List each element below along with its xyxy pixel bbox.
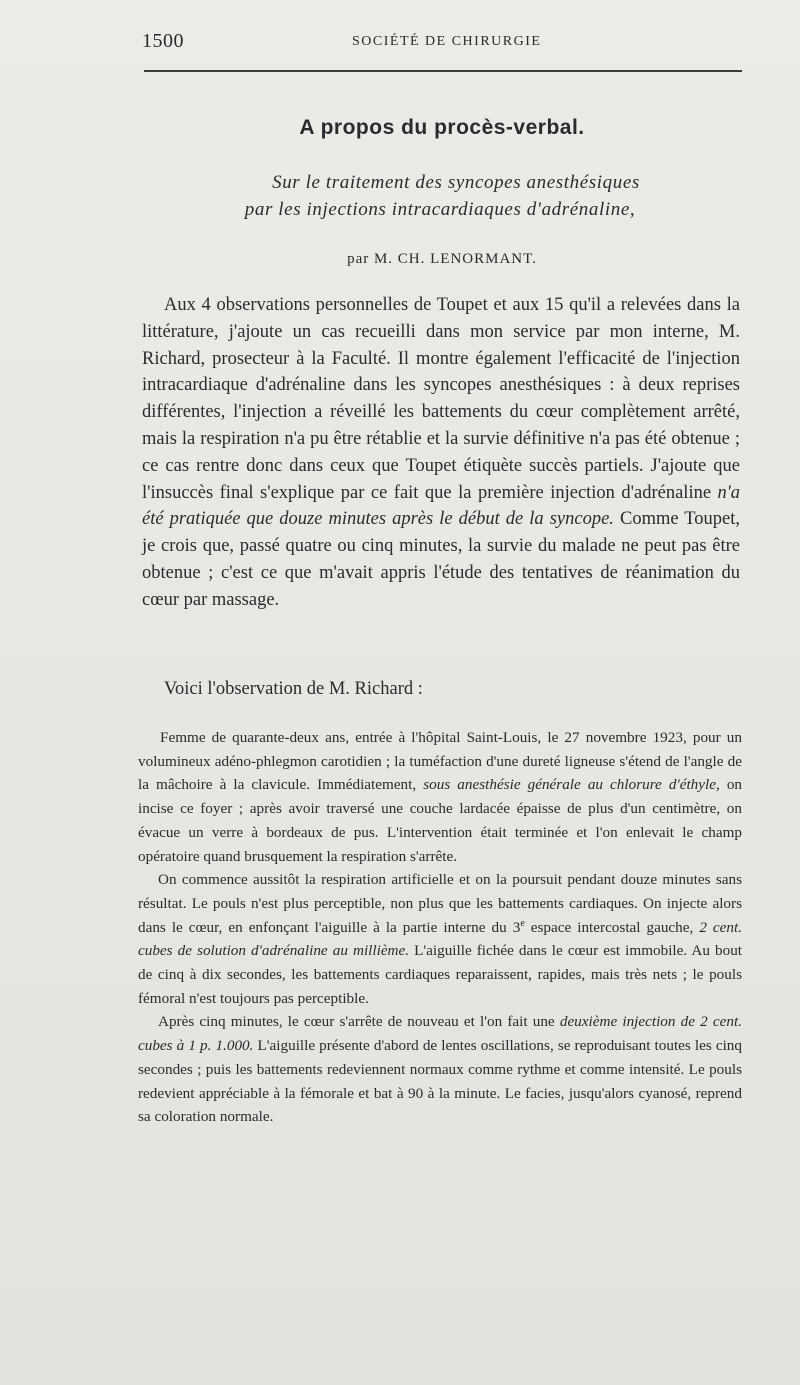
obs-p1-text-a: Femme de quarante-deux ans, entrée à l'hôpital Saint-Louis, le 27 novembre 1923, pour un volumineux adéno-phlegmon carotidien ; la tuméfaction d'une dureté ligneuse s'étend de l'angle de la mâchoire à la clavicule. Immédiatement, bbox=[138, 729, 742, 794]
obs-p3-italic: deuxième injection de 2 cent. cubes à 1 p. 1.000. bbox=[138, 1013, 742, 1055]
observation-lead: Voici l'observation de M. Richard : bbox=[164, 679, 423, 699]
obs-p3-text-a: Après cinq minutes, le cœur s'arrête de nouveau et l'on fait une bbox=[158, 1013, 560, 1031]
obs-p2-text-b: espace intercostal gauche, bbox=[524, 918, 700, 936]
intro-paragraph bbox=[142, 292, 740, 614]
obs-p2-text-c: L'aiguille fichée dans le cœur est immobile. Au bout de cinq à dix secondes, les battements cardiaques reparaissent, rapides, mais très nets ; le pouls fémoral n'est toujours pas perceptible. bbox=[138, 942, 743, 1007]
obs-p2-italic: 2 cent. cubes de solution d'adrénaline au millième. bbox=[138, 918, 743, 960]
section-title: A propos du procès-verbal. bbox=[299, 116, 585, 139]
obs-p3-text-b: L'aiguille présente d'abord de lentes oscillations, se reproduisant toutes les cinq secondes ; puis les battements redeviennent normaux comme rythme et comme intensité. Le pouls redevient appréciable à la fémorale et bat à 90 à la minute. Le facies, jusqu'alors cyanosé, reprend sa coloration normale. bbox=[138, 1037, 742, 1126]
running-head: SOCIÉTÉ DE CHIRURGIE bbox=[352, 34, 542, 49]
header-rule bbox=[144, 70, 742, 72]
article-author: par M. CH. LENORMANT. bbox=[347, 251, 537, 267]
intro-italic: n'a été pratiquée que douze minutes après le début de la syncope. bbox=[142, 482, 740, 530]
observation-block bbox=[138, 726, 742, 1129]
observation-paragraph-1 bbox=[138, 726, 742, 868]
obs-p2-superscript: e bbox=[520, 917, 525, 929]
intro-text-b: Comme Toupet, je crois que, passé quatre ou cinq minutes, la survie du malade ne peut pas être obtenue ; c'est ce que m'avait appris l'étude des tentatives de réanimation du cœur par massage. bbox=[142, 509, 741, 610]
observation-paragraph-3 bbox=[138, 1010, 742, 1129]
article-subtitle-line1: Sur le traitement des syncopes anesthésiques bbox=[272, 172, 640, 193]
page-number: 1500 bbox=[142, 30, 184, 52]
page-header bbox=[142, 30, 742, 56]
intro-text-a: Aux 4 observations personnelles de Toupet et aux 15 qu'il a relevées dans la littérature, j'ajoute un cas recueilli dans mon service par mon interne, M. Richard, prosecteur à la Faculté. Il montre également l'efficacité de l'injection intracardiaque d'adrénaline dans les syncopes anesthésiques : à deux reprises différentes, l'injection a réveillé les battements du cœur complètement arrêté, mais la respiration n'a pu être rétablie et la survie définitive n'a pas été obtenue ; ce cas rentre donc dans ceux que Toupet étiquète succès partiels. J'ajoute que l'insuccès final s'explique par ce fait que la première injection d'adrénaline bbox=[142, 295, 740, 503]
observation-paragraph-2 bbox=[138, 868, 742, 1010]
obs-p2-text-a: On commence aussitôt la respiration artificielle et on la poursuit pendant douze minutes sans résultat. Le pouls n'est plus perceptible, non plus que les battements cardiaques. On injecte alors dans le cœur, en enfonçant l'aiguille à la partie interne du 3 bbox=[138, 871, 742, 936]
obs-p1-italic: sous anesthésie générale au chlorure d'éthyle, bbox=[423, 776, 720, 794]
article-subtitle-line2: par les injections intracardiaques d'adrénaline, bbox=[244, 199, 636, 220]
obs-p1-text-b: on incise ce foyer ; après avoir traversé une couche lardacée épaisse de plus d'un centimètre, on évacue un verre à bordeaux de pus. L'intervention était terminée et l'on enlevait le champ opératoire quand brusquement la respiration s'arrête. bbox=[138, 776, 743, 865]
